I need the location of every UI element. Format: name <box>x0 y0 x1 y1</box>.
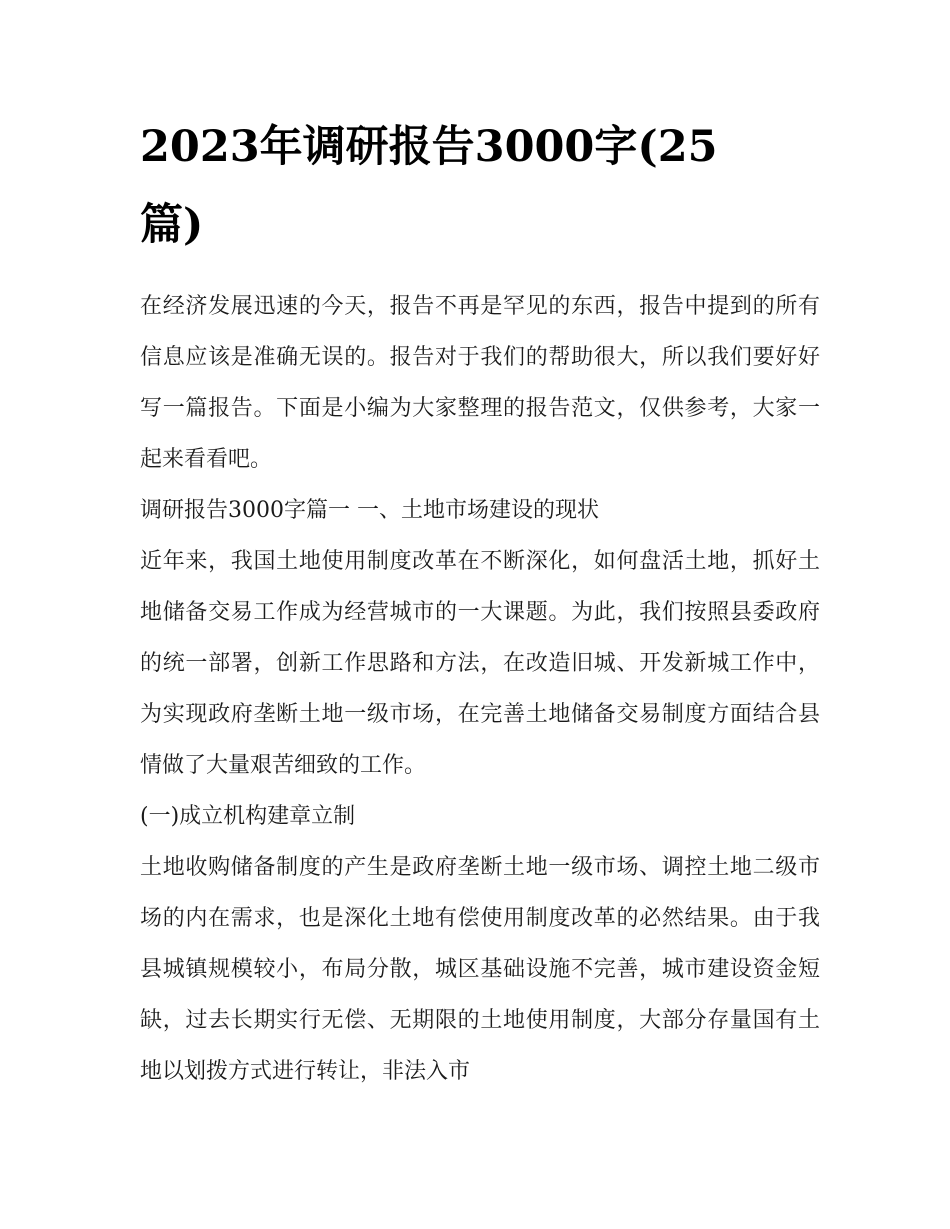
document-page <box>140 108 820 1097</box>
subsection-heading: (一)成立机构建章立制 <box>140 804 356 829</box>
intro-paragraph: 在经济发展迅速的今天，报告不再是罕见的东西，报告中提到的所有信息应该是准确无误的。报告对于我们的帮助很大，所以我们要好好写一篇报告。下面是小编为大家整理的报告范文，仅供参考，大家一起来看看吧。 <box>140 294 820 472</box>
body-paragraph: 土地收购储备制度的产生是政府垄断土地一级市场、调控土地二级市场的内在需求，也是深化土地有偿使用制度改革的必然结果。由于我县城镇规模较小，布局分散，城区基础设施不完善，城市建设资金短缺，过去长期实行无偿、无期限的土地使用制度，大部分存量国有土地以划拨方式进行转让，非法入市 <box>140 855 820 1084</box>
section-heading: 调研报告3000字篇一 一、土地市场建设的现状 <box>140 498 599 523</box>
document-title: 2023年调研报告3000字(25篇) <box>140 122 718 250</box>
body-paragraph: 近年来，我国土地使用制度改革在不断深化，如何盘活土地，抓好土地储备交易工作成为经营城市的一大课题。为此，我们按照县委政府的统一部署，创新工作思路和方法，在改造旧城、开发新城工作中，为实现政府垄断土地一级市场，在完善土地储备交易制度方面结合县情做了大量艰苦细致的工作。 <box>140 549 820 778</box>
document-body <box>140 281 820 1097</box>
